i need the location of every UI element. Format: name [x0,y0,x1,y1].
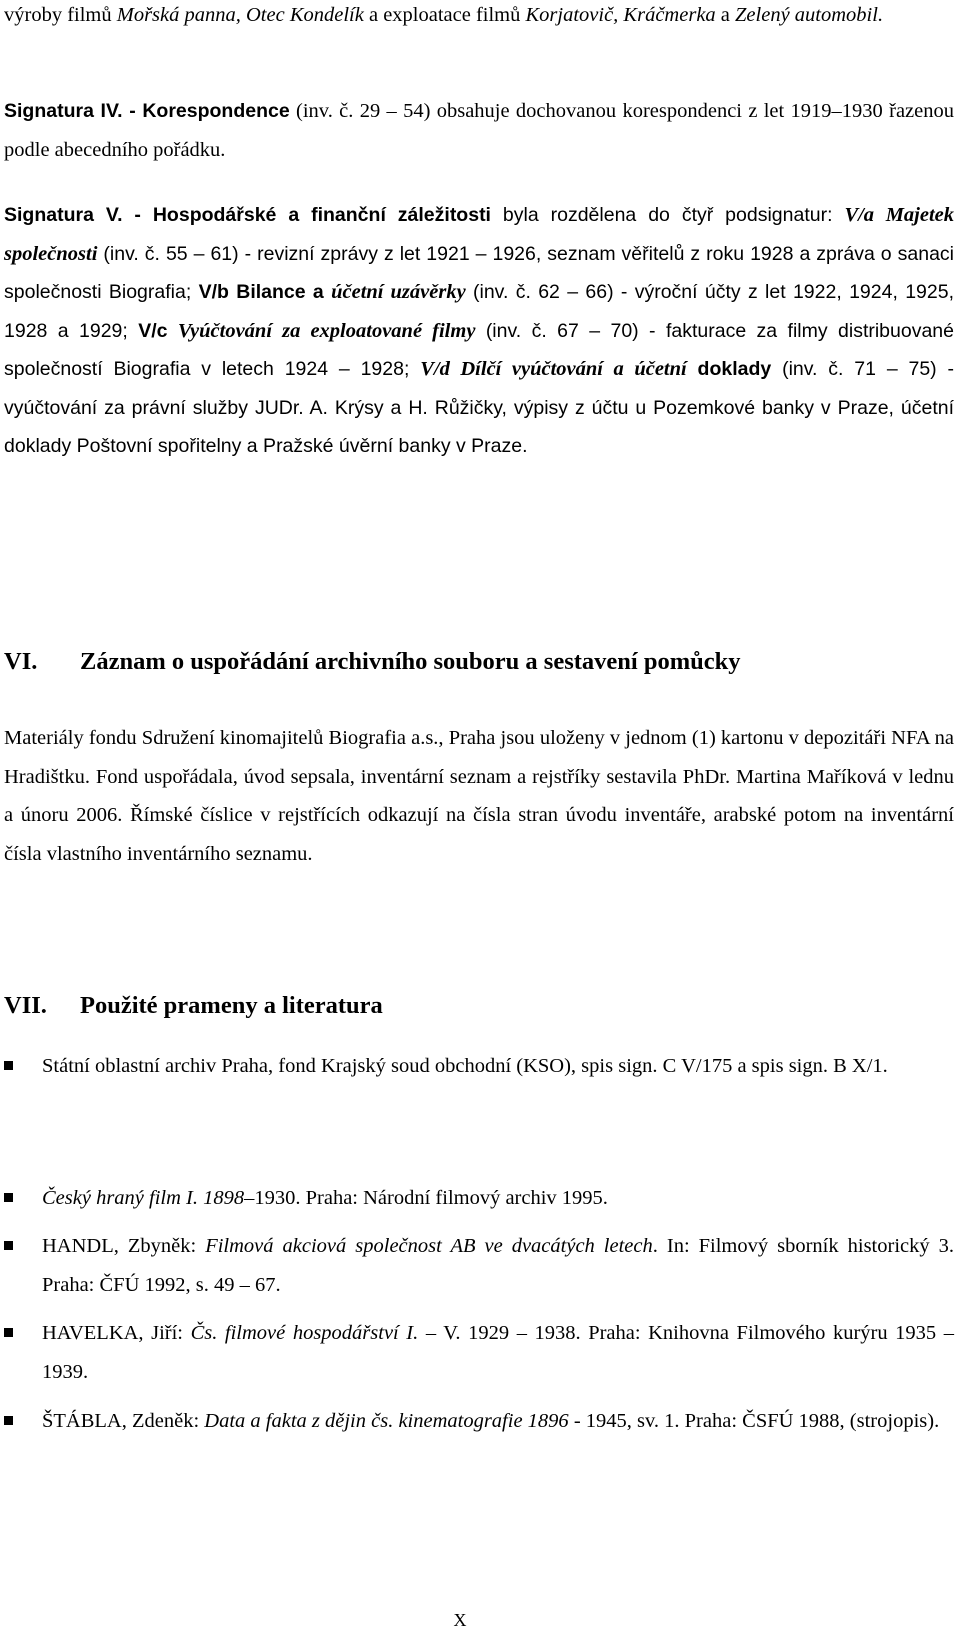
section-heading-vii [4,990,954,1022]
list-item [4,1179,954,1218]
paragraph-continuation [4,0,954,35]
section-number: VI. [4,648,38,675]
book-title: Český hraný film I. 1898 [42,1187,245,1209]
subsignatura-d-end: doklady [686,358,772,380]
text-run: (inv. č. 67 – 70) - fakturace za filmy distribuované společností Biografia v letech 1924 – 1928; [4,319,955,380]
list-item [4,1047,954,1086]
author: HAVELKA, Jiří: [42,1322,191,1344]
page-number: X [453,1610,467,1630]
text-run: (inv. č. 62 – 66) - výroční účty z let 1922, 1924, 1925, 1928 a 1929; [4,281,954,342]
subsignatura-b: V/b Bilance a [198,281,332,303]
signatura-label: Signatura V. - Hospodářské a finanční záležitosti [4,204,491,226]
list-item [4,1227,954,1304]
film-titles: Mořská panna, Otec Kondelík [116,4,364,26]
text-run: (inv. č. 29 – 54) obsahuje dochovanou korespondenci z let 1919–1930 řazenou podle abecedního pořádku. [4,100,954,161]
text-run: – V. 1929 – 1938. Praha: Knihovna Filmového kurýru 1935 – 1939. [42,1322,954,1383]
square-bullet-icon [4,1061,13,1070]
subsignatura-c-italic: Vyúčtování za exploatované filmy [177,319,476,342]
subsignatura-a: V/a Majetek společnosti [4,204,955,265]
square-bullet-icon [4,1328,13,1337]
square-bullet-icon [4,1241,13,1250]
text-run: - 1945, sv. 1. Praha: ČSFÚ 1988, (strojopis). [568,1410,940,1432]
subsignatura-b-italic: účetní uzávěrky [331,281,466,303]
text-run: Materiály fondu Sdružení kinomajitelů Biografia a.s., Praha jsou uloženy v jednom (1) kartonu v depozitáři NFA na Hradištku. Fond uspořádala, úvod sepsala, inventární seznam a rejstříky sestavila PhDr. Martina Maříková v lednu a únoru 2006. Římské číslice v rejstřících odkazují na čísla stran úvodu inventáře, arabské potom na inventární čísla vlastního inventárního seznamu. [4,727,954,865]
square-bullet-icon [4,1416,13,1425]
list-item [4,1314,954,1391]
section-title: Záznam o uspořádání archivního souboru a sestavení pomůcky [80,648,741,675]
subsignatura-c: V/c [138,319,178,342]
section-number: VII. [4,992,47,1019]
text-run: byla rozdělena do čtyř podsignatur: [490,204,845,226]
paragraph-signatura-v [4,196,954,466]
text-run: (inv. č. 55 – 61) - revizní zprávy z let 1921 – 1926, seznam věřitelů z roku 1928 a zpráva o sanaci společnosti Biografia; [4,242,954,303]
text-run: . In: Filmový sborník historický 3. Praha: ČFÚ 1992, s. 49 – 67. [42,1235,955,1296]
signatura-label: Signatura IV. - Korespondence [4,100,290,122]
text-run: a exploatace filmů [363,4,526,26]
paragraph-signatura-iv [4,92,954,169]
text-run: výroby filmů [4,4,117,26]
square-bullet-icon [4,1193,13,1202]
author: HANDL, Zbyněk: [42,1235,206,1257]
text-run: (inv. č. 71 – 75) - vyúčtování za právní služby JUDr. A. Krýsy a H. Růžičky, výpisy z účtu u Pozemkové banky v Praze, účetní doklady Poštovní spořitelny a Pražské úvěrní banky v Praze. [4,358,954,457]
paragraph-section-vi [4,719,954,873]
text-run: a [715,4,736,26]
text-run: –1930. Praha: Národní filmový archiv 1995. [244,1187,608,1209]
section-heading-vi [4,646,954,678]
book-title: Filmová akciová společnost AB ve dvacátých letech [205,1235,653,1257]
film-title: Zelený automobil. [735,4,884,26]
subsignatura-d-italic: Dílčí vyúčtování a účetní [460,358,687,380]
list-item [4,1402,954,1441]
book-title: Data a fakta z dějin čs. kinematografie 1896 [204,1410,569,1432]
film-titles: Korjatovič, Kráčmerka [525,4,716,26]
text-run: Státní oblastní archiv Praha, fond Krajský soud obchodní (KSO), spis sign. C V/175 a spis sign. B X/1. [42,1055,888,1077]
section-title: Použité prameny a literatura [80,992,383,1019]
author: ŠTÁBLA, Zdeněk: [42,1410,205,1432]
book-title: Čs. filmové hospodářství I. [190,1322,419,1344]
subsignatura-d: V/d [420,358,461,380]
